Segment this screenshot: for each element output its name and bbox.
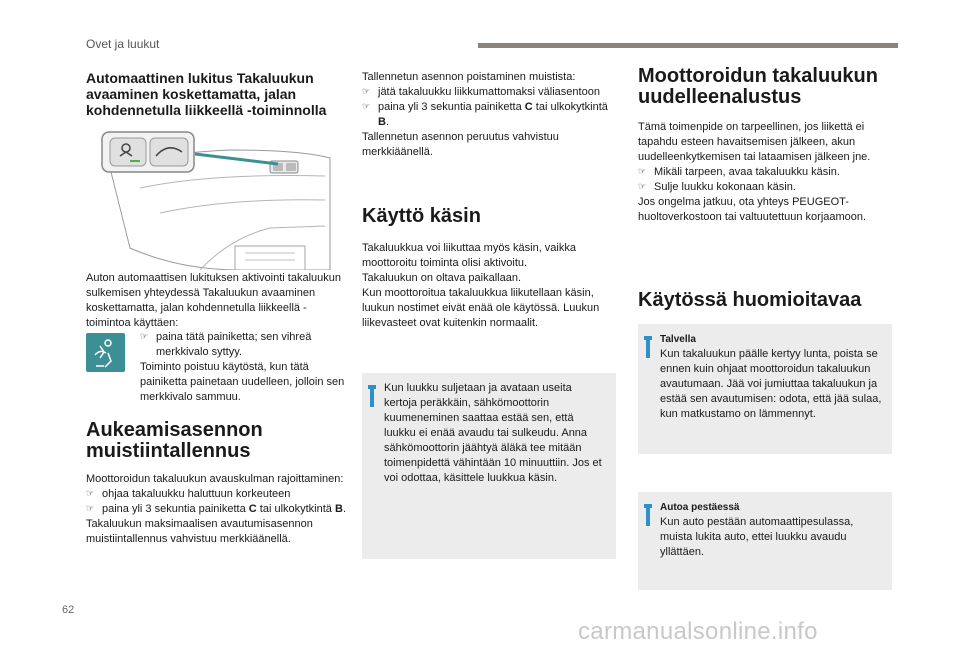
notes-heading: Käytössä huomioitavaa: [638, 289, 862, 311]
text-span: tai ulkokytkintä: [256, 503, 335, 515]
winter-title: Talvella: [660, 334, 696, 345]
info-marker-icon: [646, 336, 650, 358]
column-2: [362, 70, 617, 160]
wash-body: Kun auto pestään automaattipesulassa, muista lukita auto, ettei luukku avaudu yllättäen.: [660, 516, 854, 558]
manual-section: [362, 206, 617, 331]
info-marker-icon: [646, 504, 650, 526]
manual-heading: Käyttö käsin: [362, 205, 481, 227]
tailgate-button-icon: [86, 333, 125, 372]
reinit-bullet-1: ☞ Mikäli tarpeen, avaa takaluukku käsin.: [638, 165, 893, 180]
reinit-heading: Moottoroidun takaluukun uudelleenalustus: [638, 65, 878, 108]
auto-lock-intro: Auton automaattisen lukituksen aktivointi takaluukun sulkemisen yhteydessä Takaluukun avaaminen koskettamatta, jalan kohdennetulla liikkeellä -toimintoa käyttäen:: [86, 272, 341, 329]
delete-outro: Tallennetun asennon peruutus vahvistuu merkkiäänellä.: [362, 131, 559, 158]
key-c: C: [248, 503, 257, 515]
auto-lock-bullet: ☞ paina tätä painiketta; sen vihreä merkkivalo syttyy.: [140, 330, 345, 360]
motor-warning-box: [362, 373, 616, 559]
key-b: B: [334, 503, 343, 515]
manual-p1: Takaluukkua voi liikuttaa myös käsin, vaikka moottoroitu toiminta olisi aktivoitu.: [362, 242, 576, 269]
key-c: C: [524, 101, 533, 113]
manual-p3: Kun moottoroitua takaluukkua liikutellaan käsin, luukun nostimet eivät enää ole käytössä. Luukun liikevasteet ovat kuitenkin normaalit.: [362, 287, 600, 329]
reinit-p2: Jos ongelma jatkuu, ota yhteys PEUGEOT-huoltoverkostoon tai valtuutettuun korjaamoon.: [638, 196, 867, 223]
memory-intro: Moottoroidun takaluukun avauskulman rajoittaminen:: [86, 473, 344, 485]
section-header: Ovet ja luukut: [86, 37, 160, 51]
winter-body: Kun takaluukun päälle kertyy lunta, poista se ennen kuin ohjaat moottoroidun takaluukun avautumaan. Jää voi jumiuttaa takaluukun ja estää sen avautumisen: odota, että jää sulaa, kun matkustamo on lämmennyt.: [660, 348, 882, 420]
memory-bullet-1: ☞ ohjaa takaluukku haluttuun korkeuteen: [86, 487, 348, 502]
memory-section: [86, 420, 348, 547]
delete-bullet-2: [362, 100, 617, 130]
reinit-p1: Tämä toimenpide on tarpeellinen, jos liikettä ei tapahdu esteen havaitsemisen jälkeen, akun uudelleenkytkemisen tai lataamisen jälkeen jne.: [638, 121, 871, 163]
key-b: B: [378, 116, 386, 128]
text-span: paina yli 3 sekuntia painiketta: [102, 503, 249, 515]
wash-title: Autoa pestäessä: [660, 502, 740, 513]
page-number: 62: [62, 604, 75, 616]
text-span: paina yli 3 sekuntia painiketta: [378, 101, 525, 113]
watermark: carmanualsonline.info: [578, 618, 818, 645]
memory-outro: Takaluukun maksimaalisen avautumisasennon muistiintallennus vahvistuu merkkiäänellä.: [86, 518, 313, 545]
auto-lock-after: Toiminto poistuu käytöstä, kun tätä painiketta painetaan uudelleen, jolloin sen merkkivalo sammuu.: [140, 361, 345, 403]
manual-p2: Takaluukun on oltava paikallaan.: [362, 272, 522, 284]
text-span: .: [342, 503, 346, 515]
column-3: [638, 66, 893, 225]
auto-lock-heading: Automaattinen lukitus Takaluukun avaaminen koskettamatta, jalan kohdennetulla liikkeellä -toiminnolla: [86, 70, 327, 118]
memory-bullet-2: [86, 502, 348, 517]
auto-lock-text: [86, 271, 348, 331]
wash-box: [638, 492, 892, 590]
text-span: tai ulkokytkintä: [532, 101, 608, 113]
text-span: .: [385, 116, 390, 128]
memory-heading: Aukeamisasennon muistiintallennus: [86, 419, 263, 462]
wash-text: [660, 500, 882, 560]
winter-box: [638, 324, 892, 454]
winter-text: [660, 332, 882, 422]
motor-warning-text: Kun luukku suljetaan ja avataan useita kertoja peräkkäin, sähkömoottorin kuumeneminen saattaa estää sen, että luukku ei enää avaudu tai sulkeudu. Anna sähkömoottorin jäähtyä äläkä tee mitään toimenpidettä vähintään 10 minuuttiin. Jos et voi odottaa, käsittele luukkua käsin.: [384, 382, 602, 484]
info-marker-icon: [370, 385, 374, 407]
notes-section: [638, 290, 893, 311]
auto-lock-steps: [140, 330, 345, 405]
delete-intro: Tallennetun asennon poistaminen muistista:: [362, 71, 576, 83]
header-rule: [478, 43, 898, 48]
delete-bullet-1: ☞ jätä takaluukku liikkumattomaksi väliasentoon: [362, 85, 617, 100]
tailgate-illustration: [100, 128, 335, 270]
reinit-bullet-2: ☞ Sulje luukku kokonaan käsin.: [638, 180, 893, 195]
column-1: [86, 70, 346, 118]
